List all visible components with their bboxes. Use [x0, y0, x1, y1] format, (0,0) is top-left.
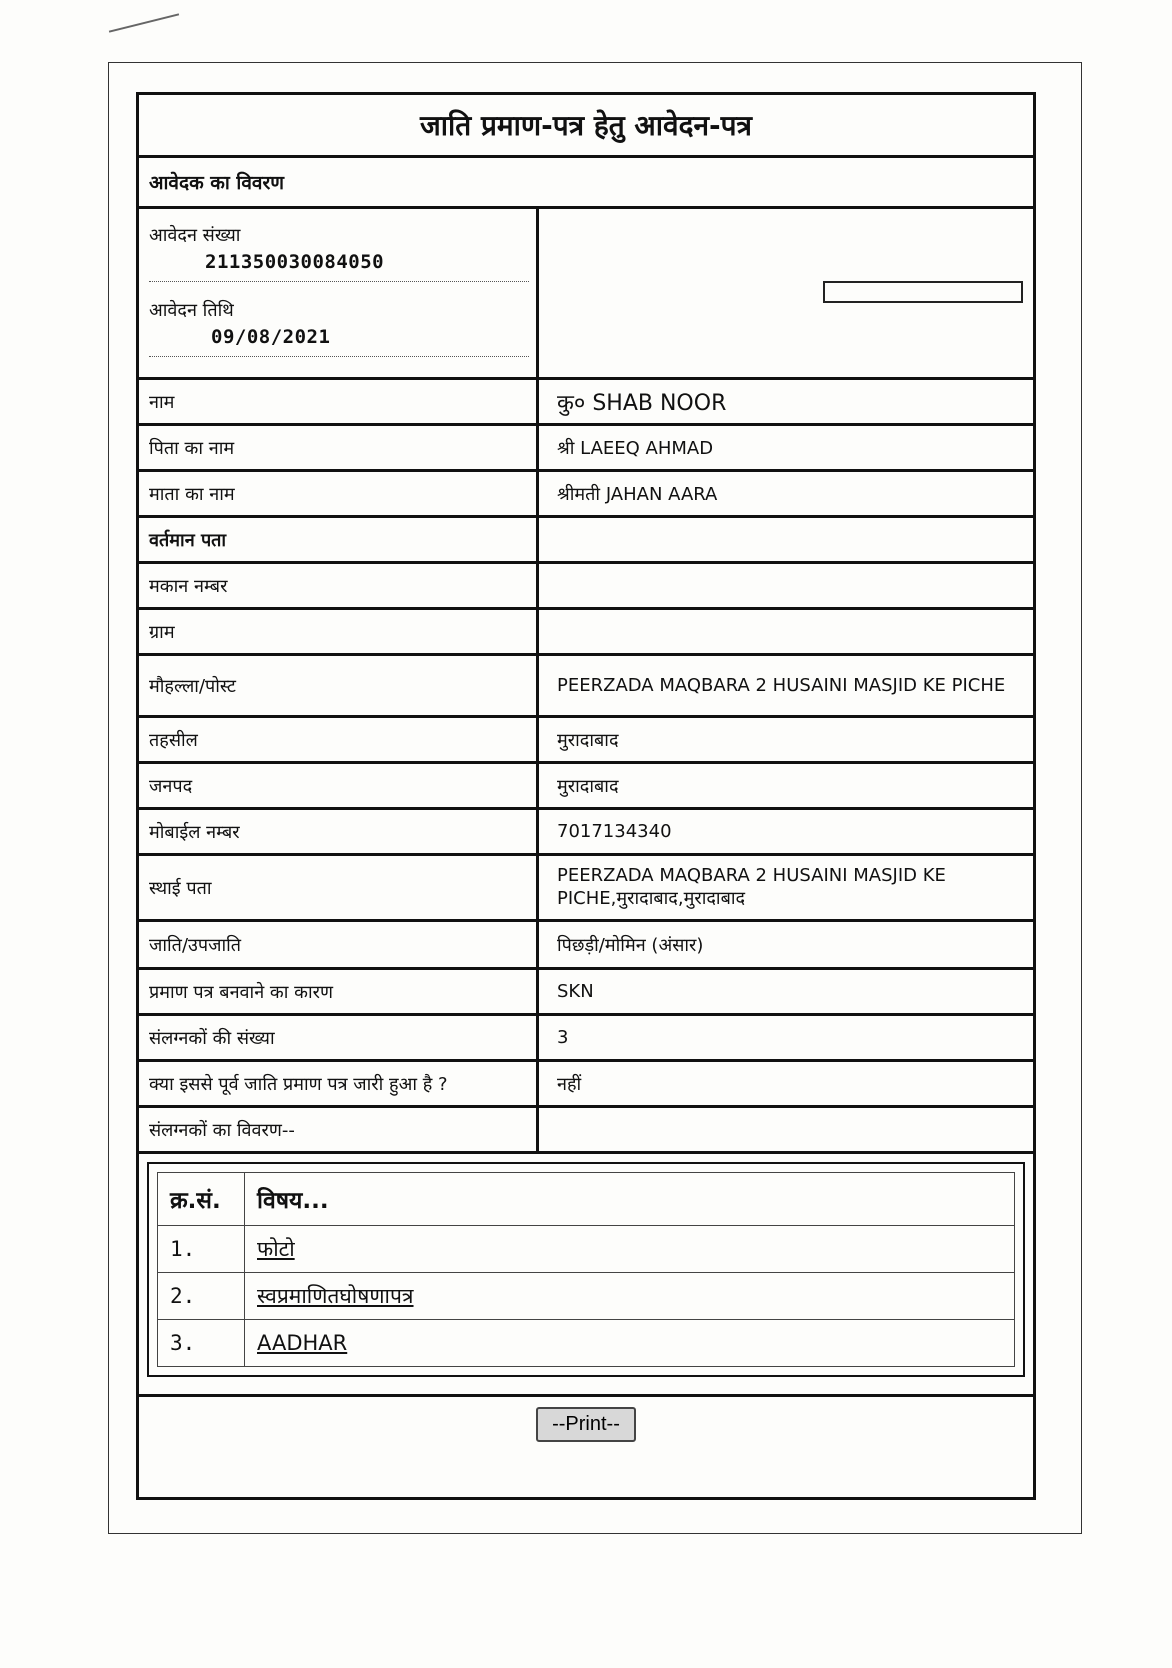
print-row — [139, 1397, 1033, 1451]
field-label: नाम — [139, 380, 539, 423]
attachments-section — [139, 1154, 1033, 1397]
application-details — [139, 209, 539, 377]
application-date-value: 09/08/2021 — [211, 326, 331, 348]
attachment-cell — [245, 1226, 1015, 1273]
application-form — [136, 92, 1036, 1500]
field-label: पिता का नाम — [139, 426, 539, 469]
field-value — [539, 564, 1033, 607]
field-label: क्या इससे पूर्व जाति प्रमाण पत्र जारी हुआ है ? — [139, 1062, 539, 1105]
field-value: मुरादाबाद — [557, 729, 619, 751]
field-label: संलग्नकों की संख्या — [139, 1016, 539, 1059]
field-value: 3 — [557, 1027, 569, 1048]
photo-placeholder — [823, 281, 1023, 303]
attachments-frame — [147, 1162, 1025, 1377]
field-label: स्थाई पता — [139, 856, 539, 919]
section-title: आवेदक का विवरण — [139, 158, 1033, 209]
field-row-reason — [139, 970, 1033, 1016]
field-row-attachment-count — [139, 1016, 1033, 1062]
field-value: PEERZADA MAQBARA 2 HUSAINI MASJID KE PICHE,मुरादाबाद,मुरादाबाद — [557, 865, 946, 909]
field-row-village — [139, 610, 1033, 656]
field-row-mobile — [139, 810, 1033, 856]
field-row-previous-certificate — [139, 1062, 1033, 1108]
column-header-subject: विषय... — [245, 1173, 1015, 1226]
field-row-tehsil — [139, 718, 1033, 764]
dotted-divider — [149, 356, 529, 357]
field-row-house-number — [139, 564, 1033, 610]
attachment-link-photo[interactable]: फोटो — [257, 1237, 295, 1261]
attachment-link-self-declaration[interactable]: स्वप्रमाणितघोषणापत्र — [257, 1284, 414, 1308]
field-label: तहसील — [139, 718, 539, 761]
table-row — [158, 1320, 1015, 1367]
application-date-label: आवेदन तिथि — [149, 300, 234, 321]
field-value — [539, 610, 1033, 653]
field-label: प्रमाण पत्र बनवाने का कारण — [139, 970, 539, 1013]
field-value: PEERZADA MAQBARA 2 HUSAINI MASJID KE PICHE — [557, 675, 1006, 696]
field-label: माता का नाम — [139, 472, 539, 515]
field-row-caste — [139, 922, 1033, 970]
table-row — [158, 1273, 1015, 1320]
attachment-link-aadhar[interactable]: AADHAR — [257, 1331, 348, 1355]
application-number-value: 211350030084050 — [205, 251, 385, 273]
field-value: नहीं — [557, 1073, 582, 1095]
field-value: श्री LAEEQ AHMAD — [557, 437, 714, 459]
field-row-father-name — [139, 426, 1033, 472]
column-header-number: क्र.सं. — [158, 1173, 245, 1226]
field-label: ग्राम — [139, 610, 539, 653]
print-button[interactable]: --Print-- — [536, 1407, 636, 1442]
attachment-cell — [245, 1320, 1015, 1367]
field-label: संलग्नकों का विवरण-- — [139, 1108, 539, 1151]
field-row-mother-name — [139, 472, 1033, 518]
field-row-locality-post — [139, 656, 1033, 718]
field-value: मुरादाबाद — [557, 775, 619, 797]
field-row-attachment-details — [139, 1108, 1033, 1154]
field-value: 7017134340 — [557, 821, 672, 842]
field-value: कु० SHAB NOOR — [557, 390, 727, 416]
attachment-number: 2. — [158, 1273, 245, 1320]
attachments-table — [157, 1172, 1015, 1367]
field-label: मकान नम्बर — [139, 564, 539, 607]
attachment-cell — [245, 1273, 1015, 1320]
table-header-row — [158, 1173, 1015, 1226]
field-label: जाति/उपजाति — [139, 922, 539, 967]
field-row-current-address — [139, 518, 1033, 564]
field-label: जनपद — [139, 764, 539, 807]
field-value — [539, 518, 1033, 561]
attachment-number: 3. — [158, 1320, 245, 1367]
field-value: पिछड़ी/मोमिन (अंसार) — [557, 934, 704, 956]
field-value: SKN — [557, 981, 594, 1002]
field-row-name — [139, 380, 1033, 426]
photo-area — [539, 209, 1033, 377]
staple-mark — [109, 13, 179, 32]
form-title: जाति प्रमाण-पत्र हेतु आवेदन-पत्र — [139, 95, 1033, 158]
application-info — [139, 209, 1033, 380]
table-row — [158, 1226, 1015, 1273]
field-value: श्रीमती JAHAN AARA — [557, 483, 718, 505]
field-value — [539, 1108, 1033, 1151]
field-row-permanent-address — [139, 856, 1033, 922]
field-label: मोबाईल नम्बर — [139, 810, 539, 853]
attachment-number: 1. — [158, 1226, 245, 1273]
field-label: मौहल्ला/पोस्ट — [139, 656, 539, 715]
dotted-divider — [149, 281, 529, 282]
field-row-district — [139, 764, 1033, 810]
application-number-label: आवेदन संख्या — [149, 225, 241, 246]
field-label: वर्तमान पता — [139, 518, 539, 561]
